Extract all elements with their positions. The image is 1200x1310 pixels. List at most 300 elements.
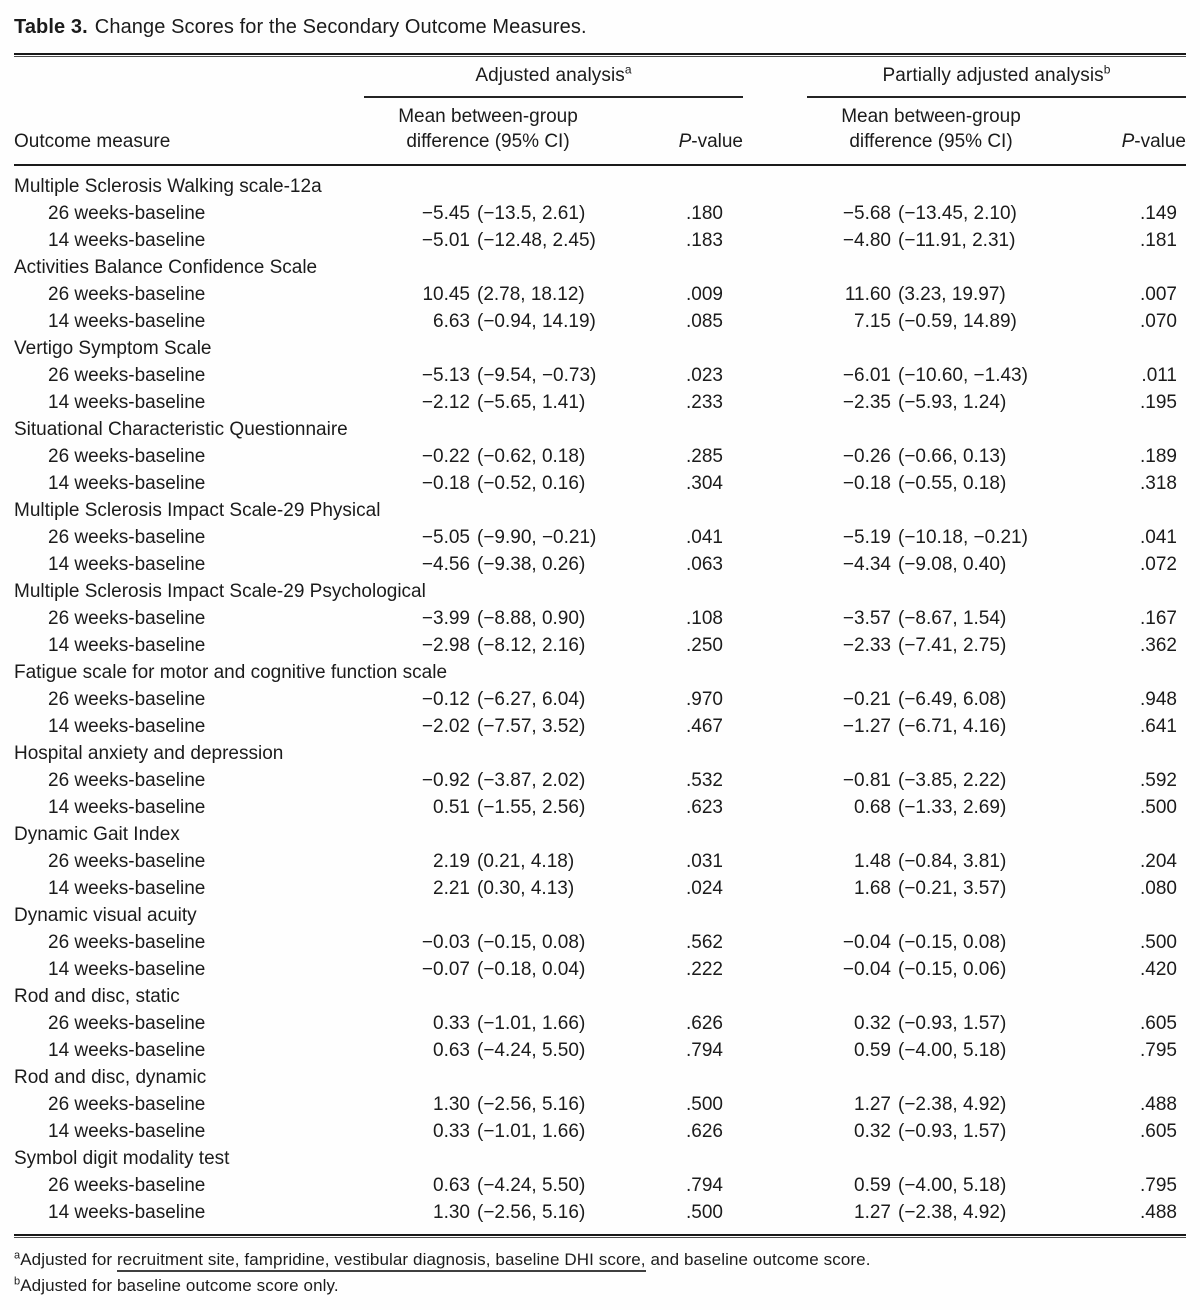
mean-value: 1.68	[854, 878, 891, 899]
adjusted-difference-cell-wrap	[364, 551, 612, 578]
partially-adjusted-difference-cell	[807, 308, 1055, 335]
confidence-interval: (−6.27, 6.04)	[477, 689, 586, 710]
confidence-interval: (−1.01, 1.66)	[477, 1013, 586, 1034]
confidence-interval: (−0.94, 14.19)	[477, 311, 596, 332]
footnote-a-prefix: Adjusted for	[20, 1250, 117, 1269]
table-row	[14, 875, 1186, 902]
row-label: 26 weeks-baseline	[48, 284, 206, 305]
mean-value: −6.01	[842, 365, 891, 386]
mean-value: 0.32	[854, 1121, 891, 1142]
confidence-interval: (−0.15, 0.06)	[898, 959, 1007, 980]
gap-cell	[743, 308, 807, 335]
mean-value: 2.19	[433, 851, 470, 872]
group-header-adjusted	[364, 57, 743, 97]
partially-adjusted-difference-cell-wrap	[807, 713, 1055, 740]
section-label: Multiple Sclerosis Impact Scale-29 Psychological	[14, 581, 426, 602]
confidence-interval: (−0.21, 3.57)	[898, 878, 1007, 899]
adjusted-pvalue-cell: .024	[686, 878, 723, 899]
mean-value: 1.30	[433, 1202, 470, 1223]
adjusted-difference-cell	[364, 308, 612, 335]
gap-cell	[743, 362, 807, 389]
mean-value: −0.04	[842, 959, 891, 980]
p-italic: P	[678, 131, 692, 152]
partially-adjusted-pvalue-cell: .605	[1140, 1013, 1177, 1034]
adjusted-difference-cell-wrap	[364, 1010, 612, 1037]
partially-adjusted-difference-cell-wrap	[807, 956, 1055, 983]
partially-adjusted-difference-cell	[807, 1172, 1055, 1199]
partially-adjusted-pvalue-cell: .318	[1140, 473, 1177, 494]
row-label: 14 weeks-baseline	[48, 554, 206, 575]
adjusted-difference-cell	[364, 281, 612, 308]
partially-adjusted-difference-cell-wrap	[807, 308, 1055, 335]
adjusted-difference-cell	[364, 956, 612, 983]
mean-value: −5.05	[421, 527, 470, 548]
partially-adjusted-difference-cell-wrap	[807, 1172, 1055, 1199]
gap-cell	[743, 227, 807, 254]
partially-adjusted-pvalue-cell: .041	[1140, 527, 1177, 548]
partially-adjusted-pvalue-cell: .362	[1140, 635, 1177, 656]
confidence-interval: (−1.33, 2.69)	[898, 797, 1007, 818]
adjusted-difference-cell-wrap	[364, 875, 612, 902]
confidence-interval: (−9.08, 0.40)	[898, 554, 1007, 575]
adjusted-difference-cell-wrap	[364, 767, 612, 794]
table-row	[14, 362, 1186, 389]
adjusted-pvalue-cell: .108	[686, 608, 723, 629]
confidence-interval: (−10.18, −0.21)	[898, 527, 1028, 548]
row-label: 26 weeks-baseline	[48, 770, 206, 791]
table-row	[14, 794, 1186, 821]
section-label: Hospital anxiety and depression	[14, 743, 284, 764]
confidence-interval: (0.21, 4.18)	[477, 851, 575, 872]
adjusted-difference-cell	[364, 605, 612, 632]
partially-adjusted-pvalue-cell: .488	[1140, 1094, 1177, 1115]
adjusted-difference-cell	[364, 551, 612, 578]
table-title	[14, 14, 1186, 40]
table-caption: Change Scores for the Secondary Outcome Measures.	[94, 16, 587, 38]
partially-adjusted-difference-cell-wrap	[807, 1091, 1055, 1118]
partially-adjusted-difference-cell-wrap	[807, 929, 1055, 956]
adjusted-difference-cell	[364, 767, 612, 794]
partially-adjusted-pvalue-cell: .011	[1141, 365, 1177, 386]
partially-adjusted-difference-cell-wrap	[807, 470, 1055, 497]
table-row	[14, 713, 1186, 740]
confidence-interval: (−3.85, 2.22)	[898, 770, 1007, 791]
confidence-interval: (−12.48, 2.45)	[477, 230, 596, 251]
partially-adjusted-difference-cell-wrap	[807, 1010, 1055, 1037]
gap-cell	[743, 956, 807, 983]
mean-value: 10.45	[422, 284, 470, 305]
adjusted-difference-cell-wrap	[364, 794, 612, 821]
adjusted-pvalue-cell: .532	[686, 770, 723, 791]
footnote-marker-b: b	[1103, 62, 1111, 77]
table-row	[14, 200, 1186, 227]
adjusted-difference-cell	[364, 362, 612, 389]
confidence-interval: (−2.38, 4.92)	[898, 1202, 1007, 1223]
adjusted-pvalue-cell: .023	[686, 365, 723, 386]
partially-adjusted-difference-cell	[807, 389, 1055, 416]
row-label: 14 weeks-baseline	[48, 1040, 206, 1061]
partially-adjusted-difference-cell-wrap	[807, 281, 1055, 308]
blank-cell	[14, 57, 364, 97]
table-row	[14, 848, 1186, 875]
section-header-row	[14, 416, 1186, 443]
table-row	[14, 632, 1186, 659]
confidence-interval: (−5.93, 1.24)	[898, 392, 1007, 413]
adjusted-difference-cell	[364, 524, 612, 551]
row-label: 14 weeks-baseline	[48, 959, 206, 980]
adjusted-difference-cell-wrap	[364, 929, 612, 956]
row-label: 26 weeks-baseline	[48, 932, 206, 953]
section-label: Rod and disc, dynamic	[14, 1067, 207, 1088]
gap-cell	[743, 605, 807, 632]
row-label: 26 weeks-baseline	[48, 1175, 206, 1196]
row-label: 14 weeks-baseline	[48, 311, 206, 332]
confidence-interval: (−0.55, 0.18)	[898, 473, 1007, 494]
adjusted-difference-cell	[364, 713, 612, 740]
mean-value: 0.59	[854, 1040, 891, 1061]
table-row	[14, 551, 1186, 578]
partially-adjusted-difference-cell-wrap	[807, 1037, 1055, 1064]
adjusted-pvalue-cell: .467	[686, 716, 723, 737]
partially-adjusted-difference-cell-wrap	[807, 875, 1055, 902]
gap-cell	[743, 1199, 807, 1234]
gap-cell	[743, 1010, 807, 1037]
confidence-interval: (−0.52, 0.16)	[477, 473, 586, 494]
section-label: Fatigue scale for motor and cognitive function scale	[14, 662, 448, 683]
table-row	[14, 767, 1186, 794]
mean-value: −0.92	[421, 770, 470, 791]
partially-adjusted-pvalue-cell: .181	[1140, 230, 1177, 251]
adjusted-pvalue-cell: .085	[686, 311, 723, 332]
section-header-row	[14, 497, 1186, 524]
section-label: Multiple Sclerosis Impact Scale-29 Physical	[14, 500, 381, 521]
table-row	[14, 524, 1186, 551]
partially-adjusted-difference-cell	[807, 1037, 1055, 1064]
confidence-interval: (−9.54, −0.73)	[477, 365, 597, 386]
table-row	[14, 605, 1186, 632]
adjusted-difference-cell	[364, 1010, 612, 1037]
partially-adjusted-pvalue-cell: .007	[1140, 284, 1177, 305]
mean-value: 6.63	[433, 311, 470, 332]
row-label: 26 weeks-baseline	[48, 365, 206, 386]
gap-cell	[743, 794, 807, 821]
col-header-pvalue-partially-adjusted	[1055, 97, 1186, 165]
footnote-b-marker: b	[14, 1275, 21, 1288]
section-header-row	[14, 1064, 1186, 1091]
gap-cell	[743, 713, 807, 740]
row-label: 14 weeks-baseline	[48, 1121, 206, 1142]
row-label: 14 weeks-baseline	[48, 716, 206, 737]
outcomes-table	[14, 57, 1186, 1234]
partially-adjusted-pvalue-cell: .204	[1140, 851, 1177, 872]
footnote-a-underlined-text: recruitment site, fampridine, vestibular diagnosis, baseline DHI score,	[117, 1250, 646, 1272]
mean-value: −1.27	[842, 716, 891, 737]
gap-cell	[743, 389, 807, 416]
partially-adjusted-difference-cell	[807, 875, 1055, 902]
partially-adjusted-difference-cell-wrap	[807, 551, 1055, 578]
confidence-interval: (−11.91, 2.31)	[898, 230, 1016, 251]
mean-value: −0.03	[421, 932, 470, 953]
table-row	[14, 1199, 1186, 1234]
mean-value: −5.45	[421, 203, 470, 224]
mean-value: 0.68	[854, 797, 891, 818]
table-row	[14, 227, 1186, 254]
mean-value: −2.33	[842, 635, 891, 656]
adjusted-difference-cell-wrap	[364, 848, 612, 875]
adjusted-difference-cell	[364, 1037, 612, 1064]
mean-value: 1.48	[854, 851, 891, 872]
confidence-interval: (2.78, 18.12)	[477, 284, 585, 305]
partially-adjusted-difference-cell	[807, 443, 1055, 470]
adjusted-difference-cell-wrap	[364, 713, 612, 740]
mean-value: −5.68	[842, 203, 891, 224]
gap-cell	[743, 1118, 807, 1145]
gap-cell	[743, 281, 807, 308]
partially-adjusted-pvalue-cell: .592	[1140, 770, 1177, 791]
adjusted-difference-cell-wrap	[364, 632, 612, 659]
table-row	[14, 1118, 1186, 1145]
adjusted-difference-cell-wrap	[364, 227, 612, 254]
gap-cell	[743, 1037, 807, 1064]
table-row	[14, 281, 1186, 308]
mean-value: −3.99	[421, 608, 470, 629]
gap-cell	[743, 632, 807, 659]
adjusted-difference-cell	[364, 470, 612, 497]
confidence-interval: (−9.90, −0.21)	[477, 527, 597, 548]
adjusted-difference-cell-wrap	[364, 200, 612, 227]
confidence-interval: (−0.59, 14.89)	[898, 311, 1017, 332]
partially-adjusted-difference-cell	[807, 227, 1055, 254]
mean-value: 0.33	[433, 1013, 470, 1034]
adjusted-difference-cell	[364, 1199, 612, 1234]
section-header-row	[14, 165, 1186, 200]
p-italic: P	[1121, 131, 1135, 152]
gap-cell	[743, 443, 807, 470]
adjusted-pvalue-cell: .623	[686, 797, 723, 818]
section-header-row	[14, 821, 1186, 848]
adjusted-difference-cell	[364, 632, 612, 659]
table-row	[14, 389, 1186, 416]
confidence-interval: (−8.88, 0.90)	[477, 608, 586, 629]
adjusted-pvalue-cell: .222	[686, 959, 723, 980]
confidence-interval: (−4.00, 5.18)	[898, 1175, 1007, 1196]
col-header-outcome-measure: Outcome measure	[14, 97, 364, 165]
gap-cell	[743, 551, 807, 578]
adjusted-pvalue-cell: .794	[686, 1040, 723, 1061]
confidence-interval: (−13.5, 2.61)	[477, 203, 586, 224]
partially-adjusted-pvalue-cell: .795	[1140, 1175, 1177, 1196]
footnote-a	[14, 1247, 1186, 1273]
adjusted-pvalue-cell: .180	[686, 203, 723, 224]
mean-value: 0.63	[433, 1175, 470, 1196]
partially-adjusted-difference-cell-wrap	[807, 848, 1055, 875]
adjusted-difference-cell-wrap	[364, 281, 612, 308]
confidence-interval: (−5.65, 1.41)	[477, 392, 586, 413]
confidence-interval: (−1.55, 2.56)	[477, 797, 586, 818]
section-label: Activities Balance Confidence Scale	[14, 257, 318, 278]
partially-adjusted-difference-cell	[807, 929, 1055, 956]
confidence-interval: (−7.41, 2.75)	[898, 635, 1007, 656]
row-label: 14 weeks-baseline	[48, 1202, 206, 1223]
adjusted-difference-cell-wrap	[364, 1037, 612, 1064]
row-label: 26 weeks-baseline	[48, 446, 206, 467]
row-label: 14 weeks-baseline	[48, 878, 206, 899]
confidence-interval: (−2.56, 5.16)	[477, 1202, 586, 1223]
gap-cell	[743, 929, 807, 956]
adjusted-difference-cell-wrap	[364, 308, 612, 335]
section-label: Situational Characteristic Questionnaire	[14, 419, 348, 440]
confidence-interval: (−8.12, 2.16)	[477, 635, 586, 656]
adjusted-difference-cell-wrap	[364, 470, 612, 497]
mean-value: 0.59	[854, 1175, 891, 1196]
adjusted-difference-cell	[364, 686, 612, 713]
bottom-rule	[14, 1234, 1186, 1238]
adjusted-difference-cell-wrap	[364, 1091, 612, 1118]
adjusted-difference-cell-wrap	[364, 686, 612, 713]
column-header-row	[14, 97, 1186, 165]
partially-adjusted-difference-cell	[807, 605, 1055, 632]
row-label: 26 weeks-baseline	[48, 608, 206, 629]
adjusted-pvalue-cell: .285	[686, 446, 723, 467]
adjusted-pvalue-cell: .626	[686, 1013, 723, 1034]
group-header-partially-adjusted	[807, 57, 1186, 97]
mean-value: −0.21	[842, 689, 891, 710]
partially-adjusted-difference-cell-wrap	[807, 524, 1055, 551]
col-header-diff-adjusted: Mean between-group difference (95% CI)	[364, 97, 612, 165]
mean-value: −0.04	[842, 932, 891, 953]
group-label-adjusted: Adjusted analysis	[475, 65, 625, 86]
confidence-interval: (0.30, 4.13)	[477, 878, 575, 899]
row-label: 26 weeks-baseline	[48, 527, 206, 548]
confidence-interval: (−2.56, 5.16)	[477, 1094, 586, 1115]
gap-cell	[743, 57, 807, 97]
confidence-interval: (−6.49, 6.08)	[898, 689, 1007, 710]
row-label: 14 weeks-baseline	[48, 392, 206, 413]
partially-adjusted-pvalue-cell: .795	[1140, 1040, 1177, 1061]
col-header-diff-partially-adjusted: Mean between-group difference (95% CI)	[807, 97, 1055, 165]
footnote-a-marker: a	[14, 1249, 21, 1262]
adjusted-pvalue-cell: .304	[686, 473, 723, 494]
adjusted-difference-cell-wrap	[364, 1172, 612, 1199]
mean-value: −3.57	[842, 608, 891, 629]
confidence-interval: (−4.24, 5.50)	[477, 1040, 586, 1061]
mean-value: 7.15	[854, 311, 891, 332]
mean-value: −5.19	[842, 527, 891, 548]
partially-adjusted-difference-cell	[807, 767, 1055, 794]
partially-adjusted-pvalue-cell: .167	[1140, 608, 1177, 629]
adjusted-difference-cell	[364, 929, 612, 956]
mean-value: −0.07	[421, 959, 470, 980]
section-label: Vertigo Symptom Scale	[14, 338, 212, 359]
confidence-interval: (−8.67, 1.54)	[898, 608, 1007, 629]
mean-value: −4.56	[421, 554, 470, 575]
partially-adjusted-difference-cell-wrap	[807, 767, 1055, 794]
adjusted-difference-cell-wrap	[364, 362, 612, 389]
row-label: 14 weeks-baseline	[48, 797, 206, 818]
partially-adjusted-difference-cell	[807, 281, 1055, 308]
confidence-interval: (−0.18, 0.04)	[477, 959, 586, 980]
mean-value: −2.35	[842, 392, 891, 413]
partially-adjusted-pvalue-cell: .189	[1140, 446, 1177, 467]
partially-adjusted-pvalue-cell: .488	[1140, 1202, 1177, 1223]
footnote-b	[14, 1273, 1186, 1299]
section-header-row	[14, 335, 1186, 362]
section-label: Multiple Sclerosis Walking scale-12a	[14, 176, 322, 197]
confidence-interval: (−6.71, 4.16)	[898, 716, 1007, 737]
adjusted-pvalue-cell: .041	[686, 527, 723, 548]
gap-cell	[743, 200, 807, 227]
mean-value: 0.63	[433, 1040, 470, 1061]
table-row	[14, 1172, 1186, 1199]
partially-adjusted-difference-cell-wrap	[807, 200, 1055, 227]
partially-adjusted-difference-cell-wrap	[807, 632, 1055, 659]
confidence-interval: (−4.24, 5.50)	[477, 1175, 586, 1196]
confidence-interval: (3.23, 19.97)	[898, 284, 1006, 305]
partially-adjusted-difference-cell	[807, 551, 1055, 578]
partially-adjusted-difference-cell	[807, 956, 1055, 983]
adjusted-difference-cell	[364, 443, 612, 470]
mean-value: 11.60	[844, 284, 891, 305]
gap-cell	[743, 470, 807, 497]
table-row	[14, 1091, 1186, 1118]
section-header-row	[14, 659, 1186, 686]
partially-adjusted-difference-cell-wrap	[807, 794, 1055, 821]
table-row	[14, 308, 1186, 335]
table-row	[14, 1010, 1186, 1037]
mean-value: 0.32	[854, 1013, 891, 1034]
adjusted-difference-cell-wrap	[364, 524, 612, 551]
mean-value: 1.30	[433, 1094, 470, 1115]
section-header-row	[14, 983, 1186, 1010]
table-row	[14, 929, 1186, 956]
table-row	[14, 443, 1186, 470]
adjusted-difference-cell-wrap	[364, 389, 612, 416]
partially-adjusted-difference-cell-wrap	[807, 686, 1055, 713]
partially-adjusted-difference-cell	[807, 848, 1055, 875]
gap-cell	[743, 97, 807, 165]
adjusted-difference-cell	[364, 794, 612, 821]
partially-adjusted-difference-cell	[807, 713, 1055, 740]
mean-value: −2.98	[421, 635, 470, 656]
confidence-interval: (−0.84, 3.81)	[898, 851, 1007, 872]
footnote-marker-a: a	[624, 62, 632, 77]
adjusted-difference-cell-wrap	[364, 605, 612, 632]
confidence-interval: (−0.93, 1.57)	[898, 1121, 1007, 1142]
confidence-interval: (−3.87, 2.02)	[477, 770, 586, 791]
confidence-interval: (−0.15, 0.08)	[477, 932, 586, 953]
confidence-interval: (−10.60, −1.43)	[898, 365, 1028, 386]
mean-value: −2.12	[421, 392, 470, 413]
adjusted-pvalue-cell: .794	[686, 1175, 723, 1196]
partially-adjusted-difference-cell-wrap	[807, 1199, 1055, 1226]
mean-value: −0.81	[842, 770, 891, 791]
partially-adjusted-pvalue-cell: .641	[1140, 716, 1177, 737]
adjusted-difference-cell	[364, 1091, 612, 1118]
partially-adjusted-pvalue-cell: .080	[1140, 878, 1177, 899]
adjusted-difference-cell	[364, 848, 612, 875]
group-label-partially-adjusted: Partially adjusted analysis	[882, 65, 1104, 86]
group-header-row	[14, 57, 1186, 97]
gap-cell	[743, 1091, 807, 1118]
section-header-row	[14, 578, 1186, 605]
partially-adjusted-pvalue-cell: .149	[1140, 203, 1177, 224]
mean-value: −0.18	[842, 473, 891, 494]
mean-value: 2.21	[433, 878, 470, 899]
partially-adjusted-difference-cell	[807, 632, 1055, 659]
row-label: 26 weeks-baseline	[48, 203, 206, 224]
confidence-interval: (−0.93, 1.57)	[898, 1013, 1007, 1034]
partially-adjusted-difference-cell	[807, 794, 1055, 821]
